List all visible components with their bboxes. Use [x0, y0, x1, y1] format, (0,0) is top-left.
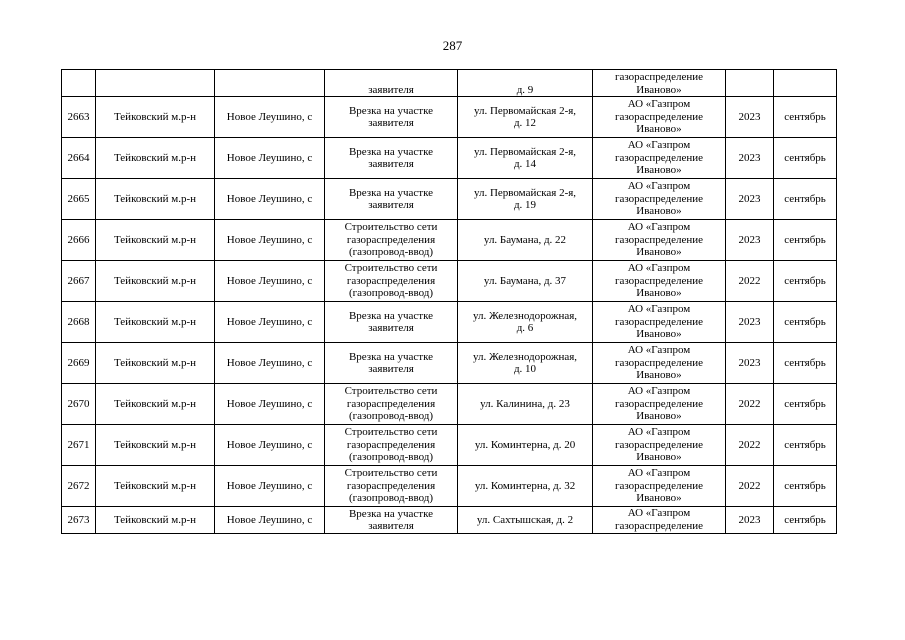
cell-organization: АО «Газпром газораспределение Иваново» — [593, 138, 726, 179]
cell-num: 2670 — [62, 384, 96, 425]
cell-num: 2663 — [62, 97, 96, 138]
cell-address: д. 9 — [458, 70, 593, 97]
table-row — [62, 425, 837, 466]
cell-year: 2023 — [726, 138, 774, 179]
cell-num: 2667 — [62, 261, 96, 302]
cell-year: 2022 — [726, 261, 774, 302]
cell-num: 2668 — [62, 302, 96, 343]
cell-organization: АО «Газпром газораспределение Иваново» — [593, 261, 726, 302]
cell-settlement: Новое Леушино, с — [215, 425, 325, 466]
cell-district: Тейковский м.р-н — [96, 220, 215, 261]
cell-year: 2023 — [726, 220, 774, 261]
cell-organization: АО «Газпром газораспределение — [593, 507, 726, 534]
table-row — [62, 138, 837, 179]
cell-month: сентябрь — [774, 97, 837, 138]
cell-work-type: заявителя — [325, 70, 458, 97]
cell-month: сентябрь — [774, 425, 837, 466]
cell-address: ул. Баумана, д. 22 — [458, 220, 593, 261]
cell-address: ул. Первомайская 2-я, д. 12 — [458, 97, 593, 138]
cell-num: 2672 — [62, 466, 96, 507]
cell-settlement: Новое Леушино, с — [215, 507, 325, 534]
cell-work-type: Врезка на участке заявителя — [325, 507, 458, 534]
cell-year: 2022 — [726, 466, 774, 507]
cell-settlement: Новое Леушино, с — [215, 466, 325, 507]
cell-settlement: Новое Леушино, с — [215, 302, 325, 343]
cell-work-type: Строительство сети газораспределения (газопровод-ввод) — [325, 466, 458, 507]
cell-num: 2664 — [62, 138, 96, 179]
cell-district: Тейковский м.р-н — [96, 302, 215, 343]
cell-address: ул. Сахтышская, д. 2 — [458, 507, 593, 534]
cell-district: Тейковский м.р-н — [96, 97, 215, 138]
cell-settlement: Новое Леушино, с — [215, 384, 325, 425]
cell-organization: АО «Газпром газораспределение Иваново» — [593, 343, 726, 384]
cell-district: Тейковский м.р-н — [96, 466, 215, 507]
table-row — [62, 343, 837, 384]
cell-organization: газораспределение Иваново» — [593, 70, 726, 97]
cell-work-type: Строительство сети газораспределения (газопровод-ввод) — [325, 261, 458, 302]
cell-work-type: Врезка на участке заявителя — [325, 179, 458, 220]
cell-organization: АО «Газпром газораспределение Иваново» — [593, 220, 726, 261]
cell-num: 2666 — [62, 220, 96, 261]
cell-month: сентябрь — [774, 384, 837, 425]
cell-district: Тейковский м.р-н — [96, 507, 215, 534]
cell-month: сентябрь — [774, 343, 837, 384]
cell-settlement: Новое Леушино, с — [215, 220, 325, 261]
cell-district: Тейковский м.р-н — [96, 138, 215, 179]
cell-organization: АО «Газпром газораспределение Иваново» — [593, 466, 726, 507]
cell-year: 2022 — [726, 384, 774, 425]
table-row — [62, 179, 837, 220]
cell-work-type: Врезка на участке заявителя — [325, 138, 458, 179]
cell-work-type: Врезка на участке заявителя — [325, 97, 458, 138]
table-row — [62, 97, 837, 138]
cell-month: сентябрь — [774, 220, 837, 261]
cell-address: ул. Баумана, д. 37 — [458, 261, 593, 302]
cell-work-type: Врезка на участке заявителя — [325, 343, 458, 384]
cell-organization: АО «Газпром газораспределение Иваново» — [593, 302, 726, 343]
cell-settlement: Новое Леушино, с — [215, 179, 325, 220]
cell-address: ул. Калинина, д. 23 — [458, 384, 593, 425]
cell-month: сентябрь — [774, 466, 837, 507]
cell-district: Тейковский м.р-н — [96, 384, 215, 425]
cell-month: сентябрь — [774, 179, 837, 220]
cell-district: Тейковский м.р-н — [96, 261, 215, 302]
cell-month — [774, 70, 837, 97]
cell-settlement: Новое Леушино, с — [215, 261, 325, 302]
table-row — [62, 220, 837, 261]
cell-organization: АО «Газпром газораспределение Иваново» — [593, 179, 726, 220]
cell-work-type: Врезка на участке заявителя — [325, 302, 458, 343]
cell-year: 2023 — [726, 179, 774, 220]
cell-district — [96, 70, 215, 97]
cell-month: сентябрь — [774, 302, 837, 343]
cell-work-type: Строительство сети газораспределения (газопровод-ввод) — [325, 220, 458, 261]
cell-address: ул. Первомайская 2-я, д. 19 — [458, 179, 593, 220]
cell-settlement: Новое Леушино, с — [215, 138, 325, 179]
cell-year: 2023 — [726, 507, 774, 534]
cell-num — [62, 70, 96, 97]
cell-address: ул. Железнодорожная, д. 10 — [458, 343, 593, 384]
cell-year: 2022 — [726, 425, 774, 466]
cell-month: сентябрь — [774, 261, 837, 302]
cell-year: 2023 — [726, 343, 774, 384]
cell-settlement: Новое Леушино, с — [215, 343, 325, 384]
cell-num: 2671 — [62, 425, 96, 466]
cell-address: ул. Коминтерна, д. 20 — [458, 425, 593, 466]
table-row-last — [62, 507, 837, 534]
table-row — [62, 261, 837, 302]
cell-month: сентябрь — [774, 507, 837, 534]
table-row-continuation — [62, 70, 837, 97]
table-body — [62, 70, 837, 534]
cell-year — [726, 70, 774, 97]
cell-year: 2023 — [726, 97, 774, 138]
cell-district: Тейковский м.р-н — [96, 425, 215, 466]
cell-address: ул. Коминтерна, д. 32 — [458, 466, 593, 507]
cell-organization: АО «Газпром газораспределение Иваново» — [593, 384, 726, 425]
page-number: 287 — [442, 38, 463, 53]
gas-connection-registry-table — [61, 69, 837, 534]
cell-organization: АО «Газпром газораспределение Иваново» — [593, 97, 726, 138]
cell-num: 2669 — [62, 343, 96, 384]
table-row — [62, 466, 837, 507]
cell-month: сентябрь — [774, 138, 837, 179]
cell-address: ул. Первомайская 2-я, д. 14 — [458, 138, 593, 179]
cell-address: ул. Железнодорожная, д. 6 — [458, 302, 593, 343]
cell-settlement — [215, 70, 325, 97]
cell-work-type: Строительство сети газораспределения (газопровод-ввод) — [325, 384, 458, 425]
cell-settlement: Новое Леушино, с — [215, 97, 325, 138]
cell-year: 2023 — [726, 302, 774, 343]
table-row — [62, 302, 837, 343]
cell-work-type: Строительство сети газораспределения (газопровод-ввод) — [325, 425, 458, 466]
cell-district: Тейковский м.р-н — [96, 179, 215, 220]
cell-num: 2673 — [62, 507, 96, 534]
cell-district: Тейковский м.р-н — [96, 343, 215, 384]
table-row — [62, 384, 837, 425]
cell-organization: АО «Газпром газораспределение Иваново» — [593, 425, 726, 466]
cell-num: 2665 — [62, 179, 96, 220]
